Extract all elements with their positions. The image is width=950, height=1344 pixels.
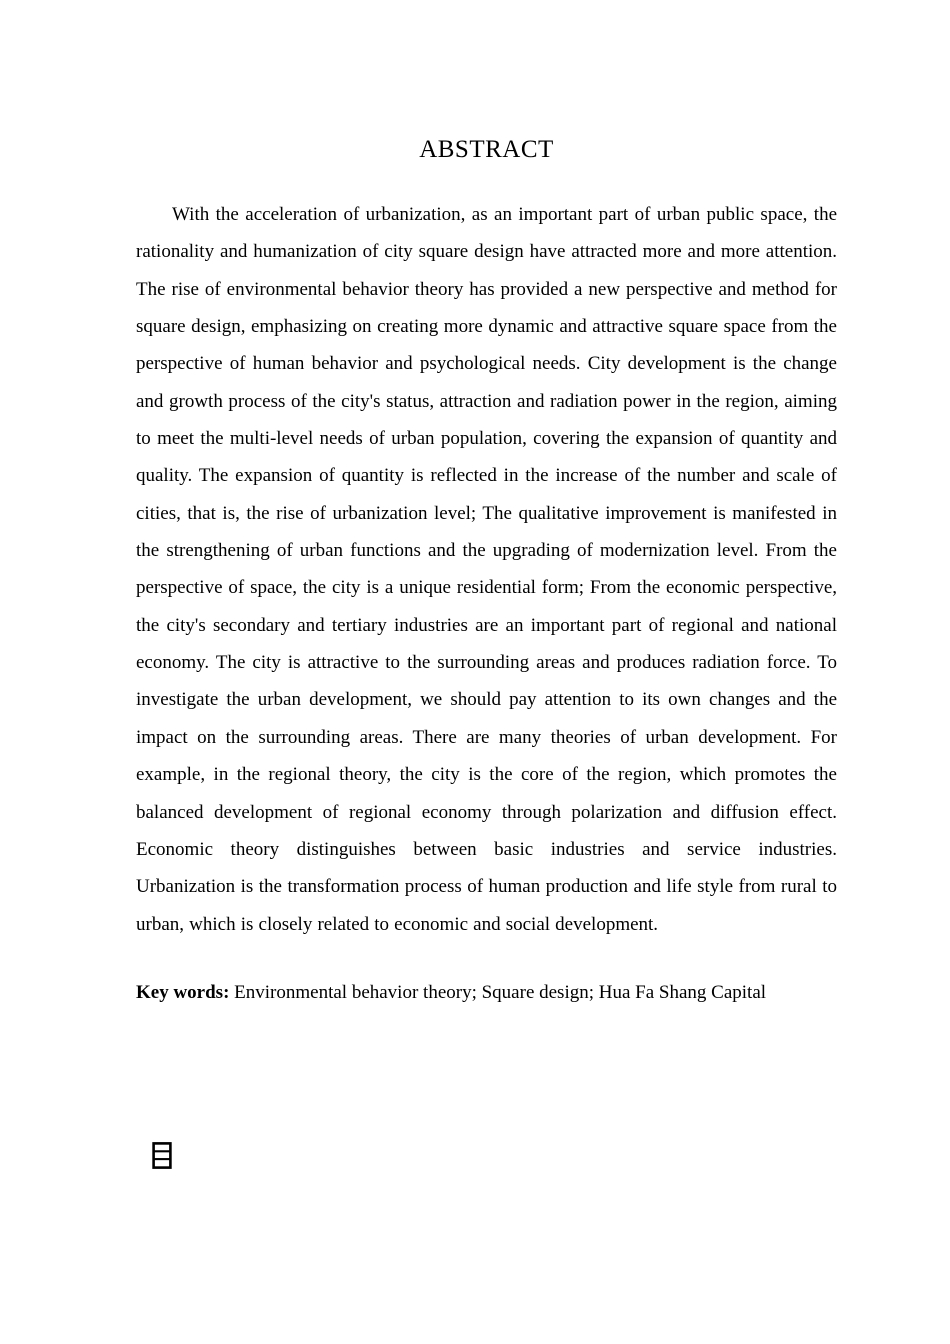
page-title: ABSTRACT [419, 136, 554, 163]
toc-heading-character [152, 1142, 172, 1169]
abstract-body-text: With the acceleration of urbanization, as an important part of urban public space, the rationality and humanization of city square design have attracted more and more attention. The rise of environmental behavior theory has provided a new perspective and method for square design, emphasizing on creating more dynamic and attractive square space from the perspective of human behavior and psychological needs. City development is the change and growth process of the city's status, attraction and radiation power in the region, aiming to meet the multi-level needs of urban population, covering the expansion of quantity and quality. The expansion of quantity is reflected in the increase of the number and scale of cities, that is, the rise of urbanization level; The qualitative improvement is manifested in the strengthening of urban functions and the upgrading of modernization level. From the perspective of space, the city is a unique residential form; From the economic perspective, the city's secondary and tertiary industries are an important part of regional and national economy. The city is attractive to the surrounding areas and produces radiation force. To investigate the urban development, we should pay attention to its own changes and the impact on the surrounding areas. There are many theories of urban development. For example, in the regional theory, the city is the core of the region, which promotes the balanced development of regional economy through polarization and diffusion effect. Economic theory distinguishes between basic industries and service industries. Urbanization is the transformation process of human production and life style from rural to urban, which is closely related to economic and social development. [136, 204, 837, 935]
keywords-label: Key words: [136, 982, 230, 1003]
toc-character-glyph [152, 1142, 172, 1169]
keywords-text: Environmental behavior theory; Square design; Hua Fa Shang Capital [234, 982, 767, 1003]
keywords-line [136, 974, 837, 1011]
